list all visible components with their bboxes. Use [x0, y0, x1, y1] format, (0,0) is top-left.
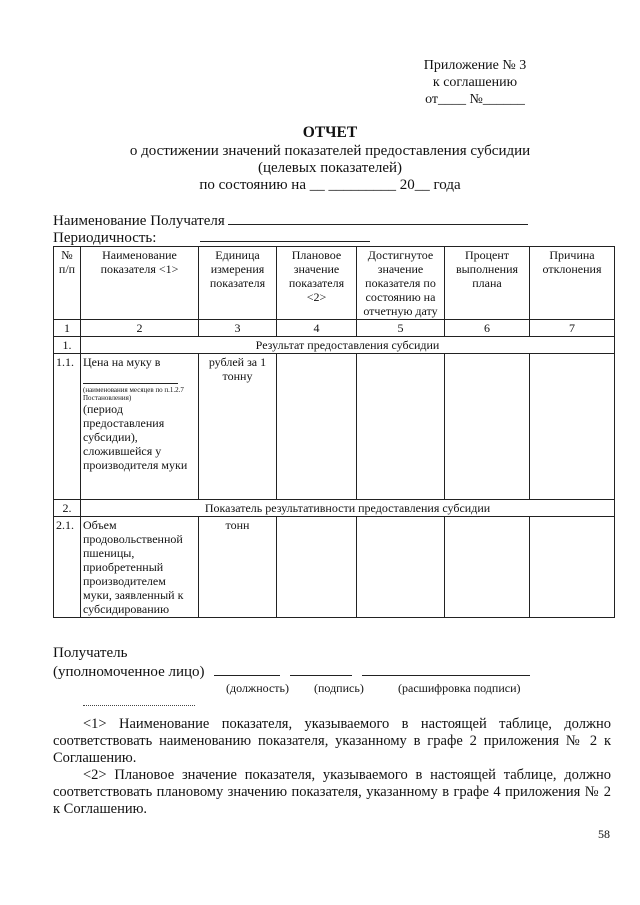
- reason-cell[interactable]: [530, 354, 615, 500]
- col-header-unit: Единица измерения показателя: [199, 247, 277, 320]
- col-header-plan: Плановое значение показателя <2>: [277, 247, 357, 320]
- page-number: 58: [598, 827, 610, 841]
- col-header-num: № п/п: [54, 247, 81, 320]
- decoding-field[interactable]: [362, 662, 530, 676]
- row-unit: тонн: [199, 517, 277, 618]
- appendix-header: [380, 57, 570, 108]
- report-subtitle-2: (целевых показателей): [257, 160, 403, 176]
- report-table: [53, 246, 615, 618]
- col-header-percent: Процент выполнения плана: [445, 247, 530, 320]
- report-date-line: по состоянию на __ _________ 20__ года: [199, 177, 461, 193]
- col-number: 7: [530, 320, 615, 337]
- section-title: Показатель результативности предоставления субсидии: [81, 500, 615, 517]
- periodicity-row: [53, 229, 370, 247]
- table-row: [54, 354, 615, 500]
- table-header-row: [54, 247, 615, 320]
- section-num: 2.: [54, 500, 81, 517]
- percent-cell[interactable]: [445, 517, 530, 618]
- reason-cell[interactable]: [530, 517, 615, 618]
- row-num: 1.1.: [54, 354, 81, 500]
- signature-line2-row: [53, 662, 530, 681]
- column-number-row: [54, 320, 615, 337]
- row-name-note: (наименования месяцев по п.1.2.7 Постановления): [83, 386, 184, 402]
- col-number: 2: [81, 320, 199, 337]
- achieved-value-cell[interactable]: [357, 517, 445, 618]
- col-header-achieved: Достигнутое значение показателя по состоянию на отчетную дату: [357, 247, 445, 320]
- section-row-2: [54, 500, 615, 517]
- row-unit: рублей за 1 тонну: [199, 354, 277, 500]
- position-field[interactable]: [214, 662, 280, 676]
- percent-cell[interactable]: [445, 354, 530, 500]
- periodicity-label: Периодичность:: [53, 230, 157, 246]
- recipient-name-field[interactable]: [228, 212, 528, 225]
- row-name: Объем продовольственной пшеницы, приобретенный производителем муки, заявленный к субсидированию: [81, 517, 199, 618]
- signature-field[interactable]: [290, 662, 352, 676]
- table-row: [54, 517, 615, 618]
- signature-line2: (уполномоченное лицо): [53, 664, 205, 680]
- col-number: 5: [357, 320, 445, 337]
- col-header-reason: Причина отклонения: [530, 247, 615, 320]
- footnote-2: <2> Плановое значение показателя, указываемого в настоящей таблице, должно соответствовать плановому значению показателя, указанному в графе 4 приложения № 2 к Соглашению.: [53, 767, 611, 817]
- recipient-name-row: [53, 212, 528, 230]
- signature-block: [53, 645, 530, 681]
- row-name-cell: [81, 354, 199, 500]
- report-subtitle-1: о достижении значений показателей предоставления субсидии: [129, 143, 531, 159]
- plan-value-cell[interactable]: [277, 517, 357, 618]
- section-num: 1.: [54, 337, 81, 354]
- row-name-part-a: Цена на муку в: [83, 355, 161, 369]
- recipient-name-label: Наименование Получателя: [53, 213, 225, 229]
- periodicity-field[interactable]: [200, 229, 370, 242]
- col-header-name: Наименование показателя <1>: [81, 247, 199, 320]
- caption-position: (должность): [226, 681, 289, 695]
- appendix-line2: к соглашению: [432, 75, 518, 90]
- caption-decoding: (расшифровка подписи): [398, 681, 521, 695]
- col-number: 6: [445, 320, 530, 337]
- caption-signature: (подпись): [314, 681, 364, 695]
- col-number: 3: [199, 320, 277, 337]
- appendix-line1: Приложение № 3: [423, 58, 527, 73]
- appendix-line3: от____ №______: [425, 92, 525, 107]
- footnote-divider: [83, 705, 195, 706]
- col-number: 4: [277, 320, 357, 337]
- section-row-1: [54, 337, 615, 354]
- footnote-1: <1> Наименование показателя, указываемого в настоящей таблице, должно соответствовать наименованию показателя, указанному в графе 2 приложения № 2 к Соглашению.: [53, 716, 611, 766]
- report-title: ОТЧЕТ: [302, 124, 358, 141]
- col-number: 1: [54, 320, 81, 337]
- plan-value-cell[interactable]: [277, 354, 357, 500]
- signature-line1: Получатель: [53, 645, 128, 661]
- section-title: Результат предоставления субсидии: [81, 337, 615, 354]
- row-name-part-b: (период предоставления субсидии), сложившейся у производителя муки: [83, 402, 188, 472]
- row-num: 2.1.: [54, 517, 81, 618]
- months-field[interactable]: [83, 371, 178, 384]
- achieved-value-cell[interactable]: [357, 354, 445, 500]
